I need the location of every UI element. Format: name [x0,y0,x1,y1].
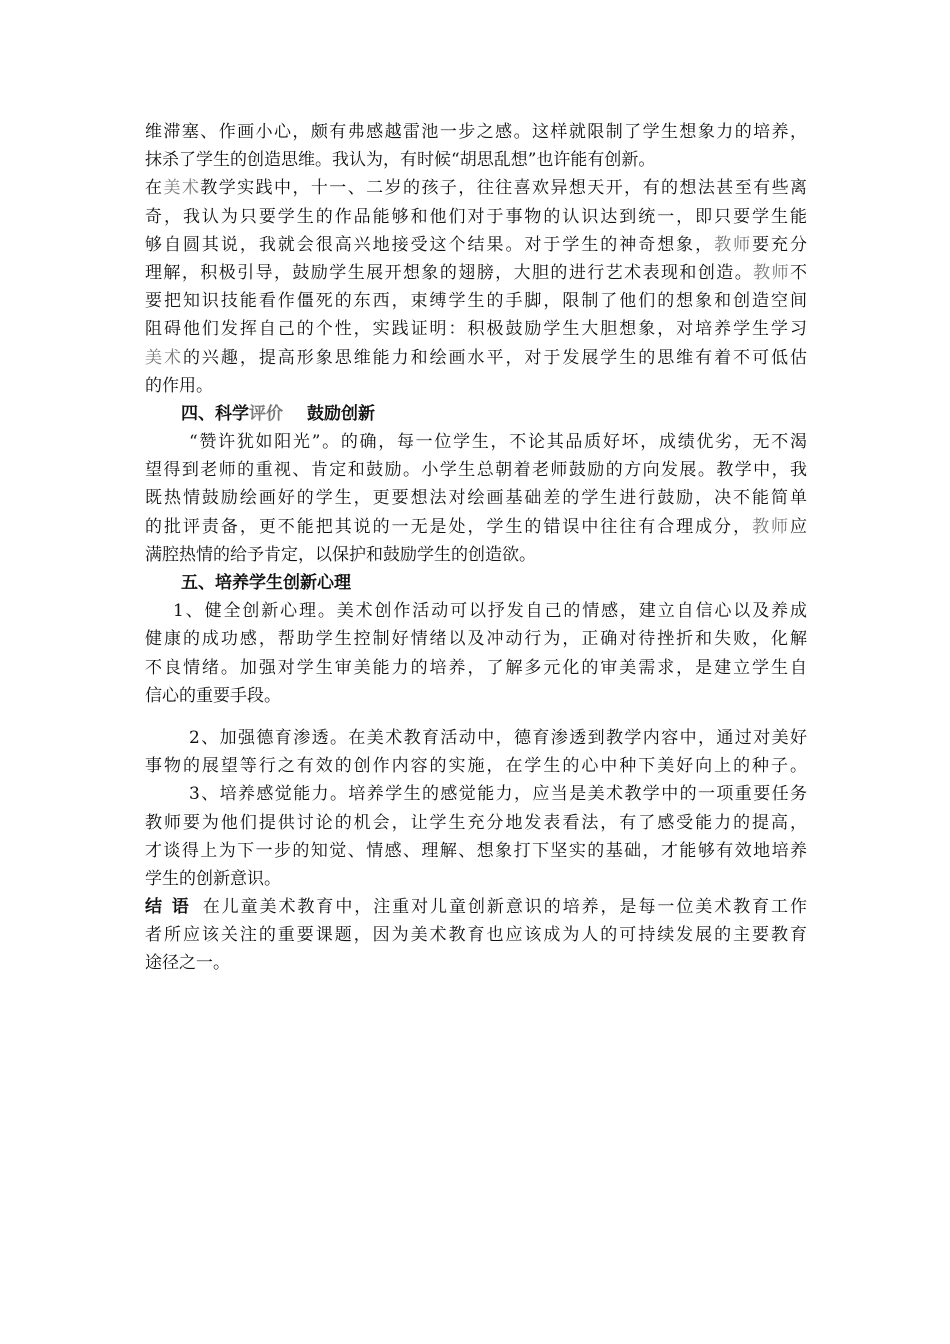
text-line: 的作用。 [145,375,213,396]
section-heading-5: 五、培养学生创新心理 [181,573,351,593]
text-line: 2、加强德育渗透。在美术教育活动中，德育渗透到教学内容中，通过对美好 [189,727,807,748]
text-line: 要把知识技能看作僵死的东西，束缚学生的手脚，限制了他们的想象和创造空间 [145,291,807,312]
text-fragment: 在 [145,178,164,199]
text-line: 信心的重要手段。 [145,685,281,706]
keyword-evaluation: 评价 [249,403,283,424]
keyword-teacher: 教师 [714,234,753,255]
text-line: 阻碍他们发挥自己的个性，实践证明：积极鼓励学生大胆想象，对培养学生学习 [145,319,807,340]
text-line: 维滞塞、作画小心，颇有弗感越雷池一步之感。这样就限制了学生想象力的培养， [145,122,807,142]
text-line: 望得到老师的重视、肯定和鼓励。小学生总朝着老师鼓励的方向发展。教学中，我 [145,460,807,481]
text-line: 既热情鼓励绘画好的学生，更要想法对绘画基础差的学生进行鼓励，决不能简单 [145,488,807,509]
keyword-teacher: 教师 [753,262,791,283]
text-line: 途径之一。 [145,953,230,974]
paragraph-spacer [145,710,807,724]
text-line [145,513,807,541]
text-line: 者所应该关注的重要课题，因为美术教育也应该成为人的可持续发展的主要教育 [145,925,807,946]
text-line: 学生的创新意识。 [145,868,281,889]
text-line: 才谈得上为下一步的知觉、情感、理解、想象打下坚实的基础，才能够有效地培养 [145,840,807,861]
text-fragment: 应 [790,516,808,537]
paragraph-art-practice [145,174,807,400]
heading-fragment: 鼓励创新 [307,403,375,424]
text-line [145,259,807,287]
text-line: 满腔热情的给予肯定，以保护和鼓励学生的创造欲。 [145,544,536,565]
text-fragment: 的兴趣，提高形象思维能力和绘画水平，对于发展学生的思维有着不可低估 [182,347,808,368]
document-page [145,118,807,978]
text-line [145,231,807,259]
paragraph-conclusion [145,893,807,978]
text-line [145,893,807,921]
text-fragment: 的批评责备，更不能把其说的一无是处，学生的错误中往往有合理成分， [145,516,753,537]
keyword-art: 美术 [145,347,183,368]
heading-fragment: 四、科学 [181,403,249,424]
text-line [145,344,807,372]
text-fragment: 教学实践中，十一、二岁的孩子，往往喜欢异想天开，有的想法甚至有些离 [200,178,808,199]
keyword-art: 美术 [163,178,201,199]
paragraph-healthy-mind [145,597,807,710]
keyword-teacher: 教师 [752,516,791,537]
text-fragment: 理解，积极引导，鼓励学生展开想象的翅膀，大胆的进行艺术表现和创造。 [145,262,754,283]
text-fragment: 在儿童美术教育中，注重对儿童创新意识的培养，是每一位美术教育工作 [200,897,808,918]
paragraph-perception [145,780,807,893]
text-line [145,174,807,202]
paragraph-moral-education [145,724,807,780]
text-line: “赞许犹如阳光”。的确，每一位学生，不论其品质好坏，成绩优劣，无不渴 [189,432,807,453]
section-heading-4 [145,400,807,428]
text-line: 不良情绪。加强对学生审美能力的培养，了解多元化的审美需求，是建立学生自 [145,657,807,678]
text-line: 3、培养感觉能力。培养学生的感觉能力，应当是美术教学中的一项重要任务 [189,784,807,805]
text-line: 教师要为他们提供讨论的机会，让学生充分地发表看法，有了感受能力的提高， [145,812,807,833]
text-fragment: 要充分 [752,234,808,255]
conclusion-label: 结 语 [145,897,191,918]
text-line: 奇，我认为只要学生的作品能够和他们对于事物的认识达到统一，即只要学生能 [145,206,807,227]
paragraph-imagination-intro [145,118,807,174]
text-line: 健康的成功感，帮助学生控制好情绪以及冲动行为，正确对待挫折和失败，化解 [145,629,807,650]
text-fragment: 不 [790,262,808,283]
text-line: 1、健全创新心理。美术创作活动可以抒发自己的情感，建立自信心以及养成 [173,601,807,622]
text-line: 抹杀了学生的创造思维。我认为，有时候“胡思乱想”也许能有创新。 [145,150,656,171]
paragraph-praise [145,428,807,569]
text-line: 事物的展望等行之有效的创作内容的实施，在学生的心中种下美好向上的种子。 [145,756,807,777]
text-fragment: 够自圆其说，我就会很高兴地接受这个结果。对于学生的神奇想象， [145,234,715,255]
